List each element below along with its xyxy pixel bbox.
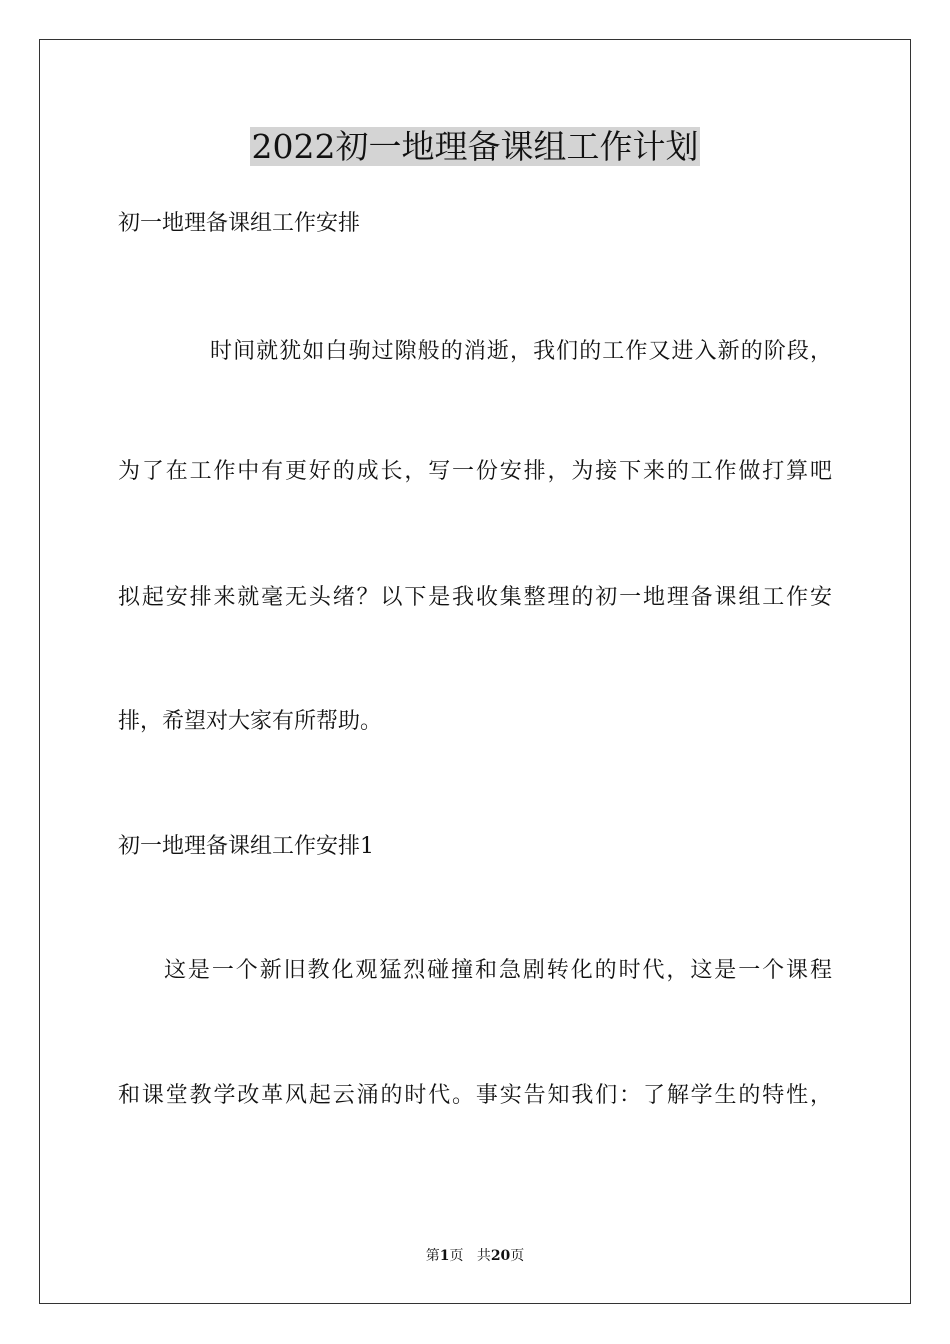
footer-total-pages: 20 — [490, 1248, 511, 1264]
section-heading: 初一地理备课组工作安排 — [118, 211, 361, 236]
paragraph-line: 拟起安排来就毫无头绪？以下是我收集整理的初一地理备课组工作安 — [118, 585, 832, 610]
section-heading: 初一地理备课组工作安排1 — [118, 834, 374, 859]
footer-page-current: 1 — [439, 1248, 450, 1264]
page-footer — [0, 1246, 950, 1266]
footer-total-prefix: 共 — [476, 1248, 491, 1264]
paragraph-line: 为了在工作中有更好的成长，写一份安排，为接下来的工作做打算吧 — [118, 459, 832, 484]
document-title — [0, 124, 950, 170]
paragraph-line: 和课堂教学改革风起云涌的时代。事实告知我们：了解学生的特性， — [118, 1083, 832, 1108]
paragraph-line: 排，希望对大家有所帮助。 — [118, 709, 383, 734]
document-title-text: 2022初一地理备课组工作计划 — [251, 127, 699, 166]
paragraph-line: 时间就犹如白驹过隙般的消逝，我们的工作又进入新的阶段， — [210, 339, 832, 364]
footer-page-prefix: 第 — [425, 1248, 440, 1264]
footer-total-suffix: 页 — [510, 1248, 525, 1264]
footer-page-suffix: 页 — [449, 1248, 464, 1264]
paragraph-line: 这是一个新旧教化观猛烈碰撞和急剧转化的时代，这是一个课程 — [164, 958, 832, 983]
